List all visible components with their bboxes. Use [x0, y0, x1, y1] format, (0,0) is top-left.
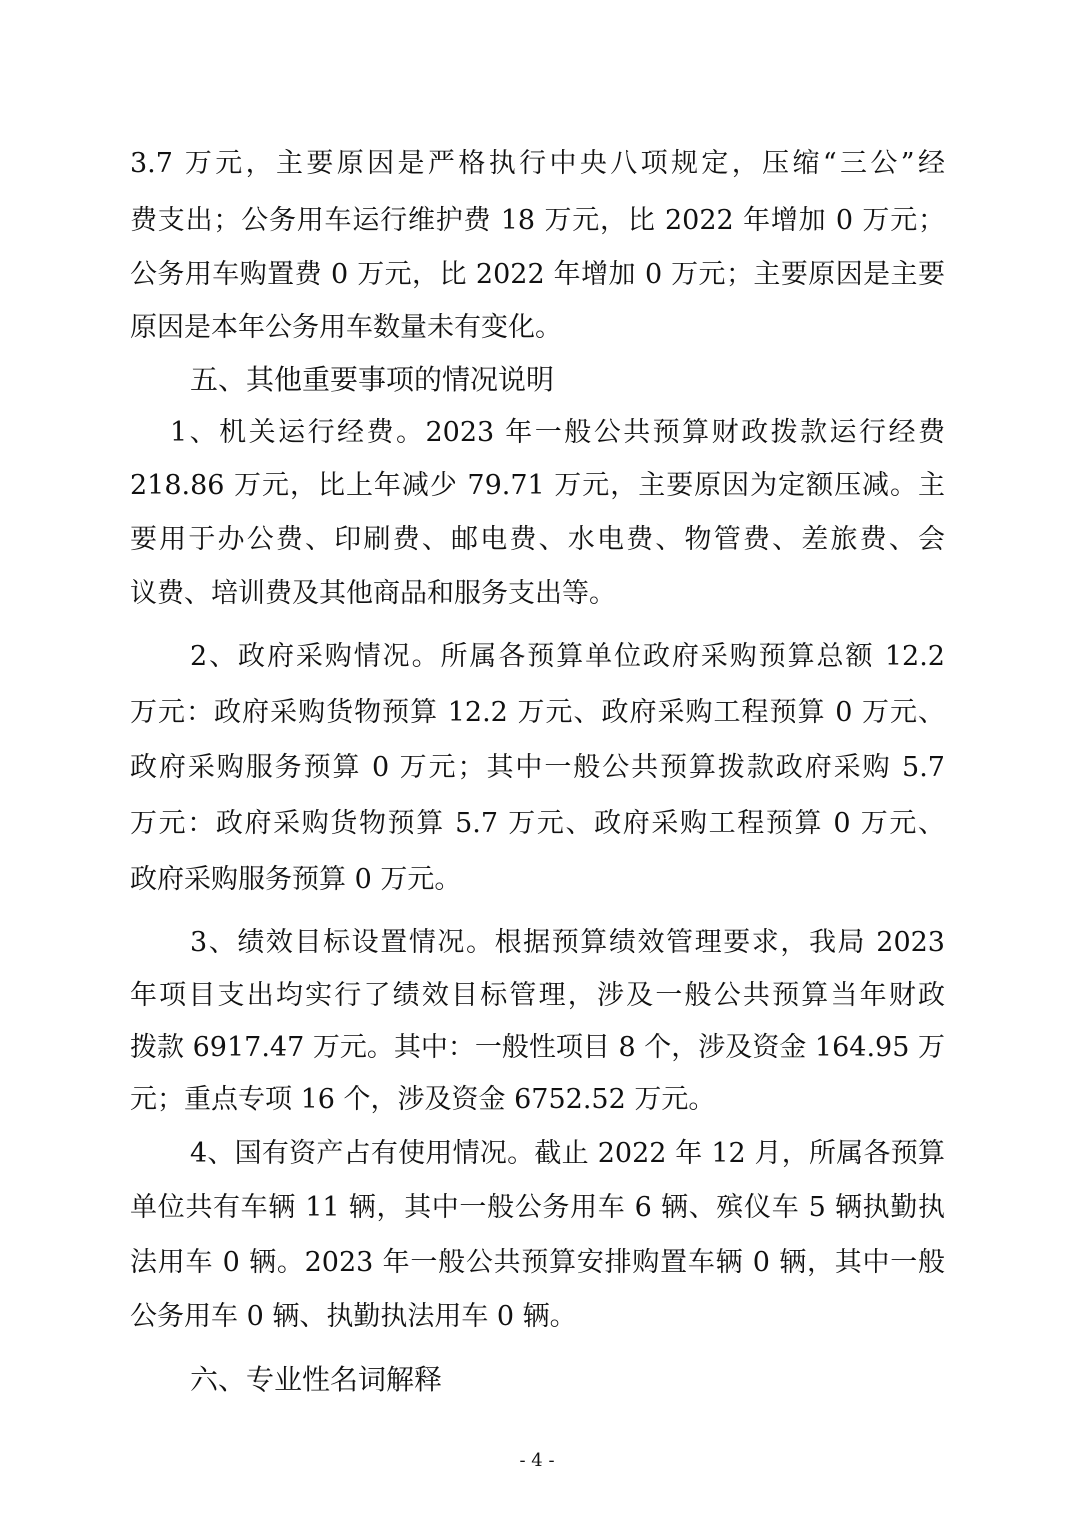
body-line-2: 费支出；公务用车运行维护费 18 万元，比 2022 年增加 0 万元； — [130, 205, 945, 236]
page-number: - 4 - — [519, 1450, 555, 1471]
item-4-line-1: 4、国有资产占有使用情况。截止 2022 年 12 月，所属各预算 — [190, 1138, 945, 1169]
body-line-1: 3.7 万元，主要原因是严格执行中央八项规定，压缩“三公”经 — [130, 148, 945, 179]
body-line-3: 公务用车购置费 0 万元，比 2022 年增加 0 万元；主要原因是主要 — [130, 259, 945, 290]
item-2-line-4: 万元：政府采购货物预算 5.7 万元、政府采购工程预算 0 万元、 — [130, 808, 945, 839]
item-3-line-2: 年项目支出均实行了绩效目标管理，涉及一般公共预算当年财政 — [130, 980, 945, 1011]
item-1-line-3: 要用于办公费、印刷费、邮电费、水电费、物管费、差旅费、会 — [130, 524, 945, 555]
item-3-line-4: 元；重点专项 16 个，涉及资金 6752.52 万元。 — [130, 1084, 716, 1115]
item-1-line-2: 218.86 万元，比上年减少 79.71 万元，主要原因为定额压减。主 — [130, 470, 945, 501]
item-3-line-1: 3、绩效目标设置情况。根据预算绩效管理要求，我局 2023 — [190, 927, 945, 958]
body-line-4: 原因是本年公务用车数量未有变化。 — [130, 312, 562, 343]
item-4-line-3: 法用车 0 辆。2023 年一般公共预算安排购置车辆 0 辆，其中一般 — [130, 1247, 945, 1278]
section-heading-5: 五、其他重要事项的情况说明 — [190, 363, 555, 396]
item-1-line-4: 议费、培训费及其他商品和服务支出等。 — [130, 578, 616, 609]
item-1-line-1: 1、机关运行经费。2023 年一般公共预算财政拨款运行经费 — [170, 417, 945, 448]
section-heading-6: 六、专业性名词解释 — [190, 1363, 443, 1396]
item-4-line-4: 公务用车 0 辆、执勤执法用车 0 辆。 — [130, 1301, 577, 1332]
item-4-line-2: 单位共有车辆 11 辆，其中一般公务用车 6 辆、殡仪车 5 辆执勤执 — [130, 1192, 945, 1223]
item-3-line-3: 拨款 6917.47 万元。其中：一般性项目 8 个，涉及资金 164.95 万 — [130, 1032, 945, 1063]
item-2-line-1: 2、政府采购情况。所属各预算单位政府采购预算总额 12.2 — [190, 641, 945, 672]
item-2-line-5: 政府采购服务预算 0 万元。 — [130, 864, 462, 895]
item-2-line-3: 政府采购服务预算 0 万元；其中一般公共预算拨款政府采购 5.7 — [130, 752, 945, 783]
item-2-line-2: 万元：政府采购货物预算 12.2 万元、政府采购工程预算 0 万元、 — [130, 697, 945, 728]
